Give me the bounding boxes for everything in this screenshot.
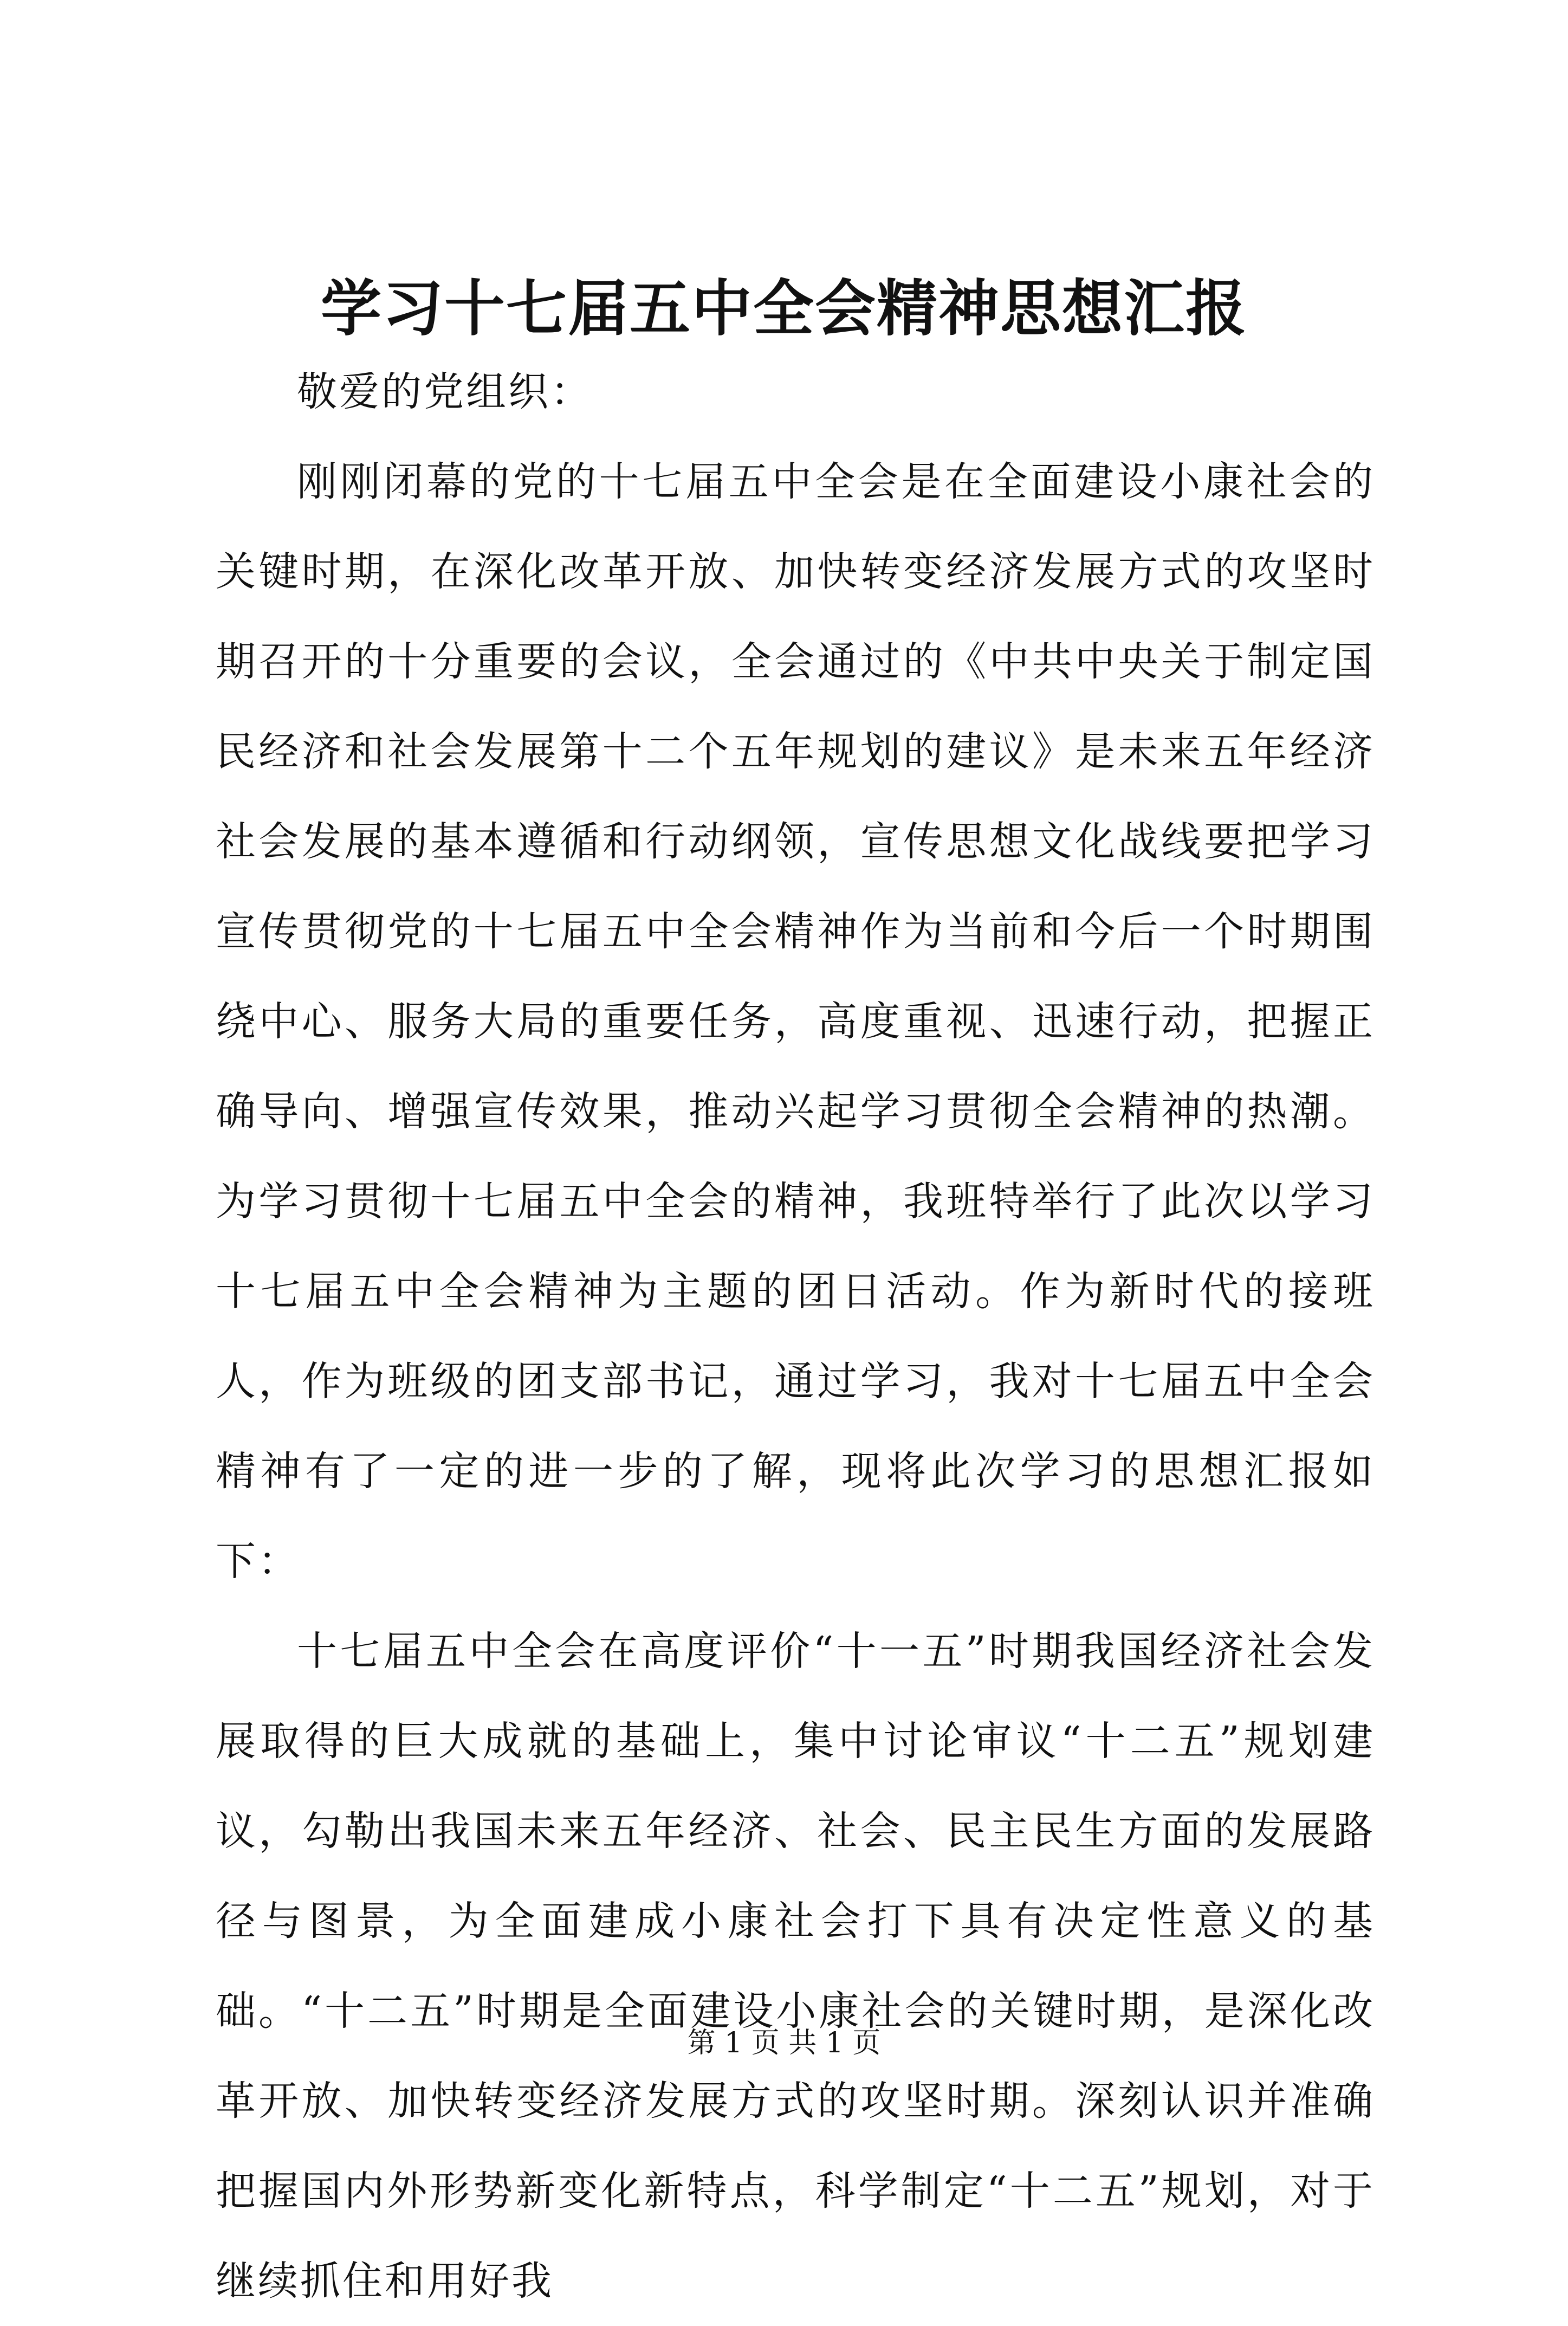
document-title: 学习十七届五中全会精神思想汇报 — [321, 273, 1247, 344]
paragraph-1: 刚刚闭幕的党的十七届五中全会是在全面建设小康社会的关键时期，在深化改革开放、加快转变经济发展方式的攻坚时期召开的十分重要的会议，全会通过的《中共中央关于制定国民经济和社会发展第十二个五年规划的建议》是未来五年经济社会发展的基本遵循和行动纲领，宣传思想文化战线要把学习宣传贯彻党的十七届五中全会精神作为当前和今后一个时期围绕中心、服务大局的重要任务，高度重视、迅速行动，把握正确导向、增强宣传效果，推动兴起学习贯彻全会精神的热潮。为学习贯彻十七届五中全会的精神，我班特举行了此次以学习十七届五中全会精神为主题的团日活动。作为新时代的接班人，作为班级的团支部书记，通过学习，我对十七届五中全会精神有了一定的进一步的了解，现将此次学习的思想汇报如下： — [216, 458, 1375, 1585]
salutation: 敬爱的党组织： — [297, 369, 593, 415]
page-footer: 第 1 页 共 1 页 — [687, 2027, 881, 2059]
paragraph-2: 十七届五中全会在高度评价“十一五”时期我国经济社会发展取得的巨大成就的基础上，集中讨论审议“十二五”规划建议，勾勒出我国未来五年经济、社会、民主民生方面的发展路径与图景，为全面建成小康社会打下具有决定性意义的基础。“十二五”时期是全面建设小康社会的关键时期，是深化改革开放、加快转变经济发展方式的攻坚时期。深刻认识并准确把握国内外形势新变化新特点，科学制定“十二五”规划，对于继续抓住和用好我 — [216, 1628, 1375, 2304]
